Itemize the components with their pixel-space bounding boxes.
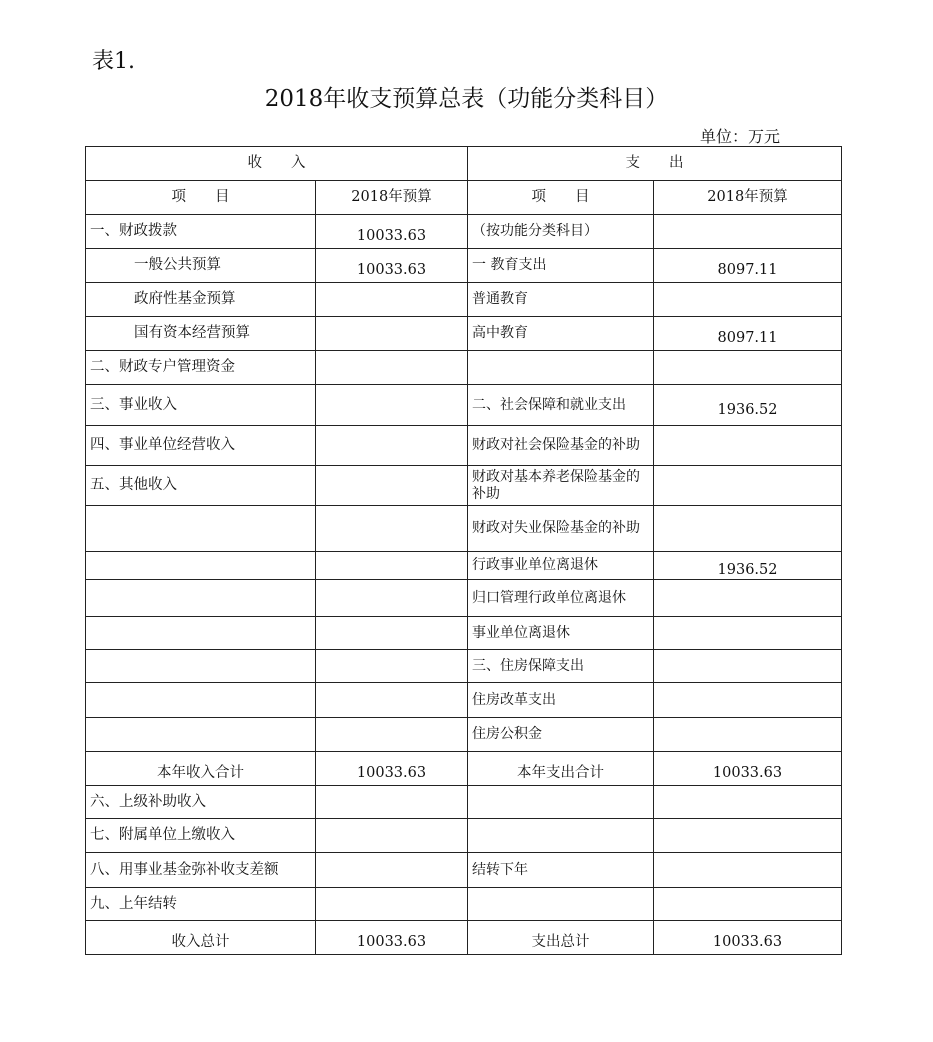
income-item-cell <box>86 317 316 351</box>
income-item-text: 七、附属单位上缴收入 <box>90 827 235 843</box>
expense-value-cell <box>654 426 842 466</box>
table-row <box>86 718 842 752</box>
income-value-text: 10033.63 <box>356 934 427 950</box>
table-row <box>86 249 842 283</box>
income-value-text: 10033.63 <box>356 228 427 244</box>
table-row <box>86 786 842 819</box>
income-item-cell <box>86 853 316 888</box>
expense-value-cell <box>654 506 842 552</box>
income-value-cell <box>316 617 468 650</box>
expense-item-column-header: 项 目 <box>468 181 654 215</box>
expense-item-cell <box>468 283 654 317</box>
income-value-cell <box>316 317 468 351</box>
table-row <box>86 317 842 351</box>
expense-item-cell <box>468 317 654 351</box>
income-item-cell <box>86 650 316 683</box>
expense-item-text: 三、住房保障支出 <box>472 657 584 674</box>
expense-item-cell <box>468 385 654 426</box>
expense-item-text: 普通教育 <box>472 291 528 307</box>
income-item-text: 六、上级补助收入 <box>90 793 206 810</box>
table-row <box>86 215 842 249</box>
income-item-text: 九、上年结转 <box>90 895 177 912</box>
income-value-cell <box>316 888 468 921</box>
income-item-cell <box>86 466 316 506</box>
table-row <box>86 552 842 580</box>
expense-value-cell <box>654 215 842 249</box>
income-item-cell <box>86 426 316 466</box>
column-header-row <box>86 181 842 215</box>
income-item-cell <box>86 888 316 921</box>
total-row <box>86 752 842 786</box>
expense-item-cell <box>468 718 654 752</box>
table-row <box>86 683 842 718</box>
income-item-text: 一、财政拨款 <box>90 223 177 239</box>
income-item-cell <box>86 819 316 853</box>
income-item-cell <box>86 283 316 317</box>
expense-value-cell <box>654 317 842 351</box>
expense-item-cell <box>468 580 654 617</box>
expense-item-text: 事业单位离退休 <box>472 624 570 641</box>
expense-item-cell <box>468 819 654 853</box>
expense-item-text: 住房改革支出 <box>472 691 556 708</box>
expense-item-cell <box>468 466 654 506</box>
table-row <box>86 351 842 385</box>
income-value-cell <box>316 683 468 718</box>
expense-value-text: 8097.11 <box>717 262 778 278</box>
income-value-cell <box>316 718 468 752</box>
income-item-cell <box>86 718 316 752</box>
income-value-cell <box>316 853 468 888</box>
income-item-text: 二、财政专户管理资金 <box>90 359 235 375</box>
total-row <box>86 921 842 955</box>
income-item-text: 一般公共预算 <box>134 257 221 273</box>
expense-item-text: 行政事业单位离退休 <box>472 557 598 573</box>
expense-item-cell <box>468 426 654 466</box>
expense-item-text: 财政对失业保险基金的补助 <box>472 520 640 536</box>
income-item-cell <box>86 580 316 617</box>
expense-item-text: 支出总计 <box>531 934 590 950</box>
income-value-cell <box>316 351 468 385</box>
income-value-cell <box>316 466 468 506</box>
table-row <box>86 426 842 466</box>
income-item-text: 政府性基金预算 <box>134 291 236 307</box>
expense-value-cell <box>654 351 842 385</box>
expense-item-text: 二、社会保障和就业支出 <box>472 396 626 413</box>
expense-value-text: 8097.11 <box>717 330 778 346</box>
expense-value-cell <box>654 466 842 506</box>
income-value-cell <box>316 552 468 580</box>
table-row <box>86 617 842 650</box>
income-item-text: 本年收入合计 <box>157 765 244 781</box>
expense-item-text: 归口管理行政单位离退休 <box>472 589 626 606</box>
income-budget-column-header: 2018年预算 <box>316 181 468 215</box>
expense-value-cell <box>654 888 842 921</box>
expense-value-cell <box>654 283 842 317</box>
table-row <box>86 819 842 853</box>
expense-value-cell <box>654 752 842 786</box>
income-value-cell <box>316 819 468 853</box>
table-number-label: 表1. <box>92 49 135 74</box>
income-value-cell <box>316 249 468 283</box>
expense-item-cell <box>468 921 654 955</box>
expense-value-cell <box>654 786 842 819</box>
expense-item-text: 住房公积金 <box>472 726 542 742</box>
expense-value-cell <box>654 819 842 853</box>
income-item-text: 国有资本经营预算 <box>134 325 250 341</box>
expense-item-text: （按功能分类科目） <box>472 223 598 239</box>
income-item-cell <box>86 385 316 426</box>
table-row <box>86 580 842 617</box>
expense-item-text: 一 教育支出 <box>472 257 547 273</box>
expense-item-cell <box>468 249 654 283</box>
expense-value-cell <box>654 580 842 617</box>
expense-item-cell <box>468 215 654 249</box>
income-value-cell <box>316 385 468 426</box>
income-value-cell <box>316 650 468 683</box>
expense-item-cell <box>468 506 654 552</box>
expense-value-text: 1936.52 <box>717 401 778 418</box>
expense-item-text: 财政对社会保险基金的补助 <box>472 437 640 453</box>
income-item-cell <box>86 215 316 249</box>
table-body <box>86 147 842 955</box>
expense-budget-column-header: 2018年预算 <box>654 181 842 215</box>
income-item-cell <box>86 752 316 786</box>
table-row <box>86 506 842 552</box>
income-value-text: 10033.63 <box>356 262 427 278</box>
income-item-cell <box>86 506 316 552</box>
expense-item-cell <box>468 888 654 921</box>
table-row <box>86 466 842 506</box>
income-value-cell <box>316 283 468 317</box>
income-value-cell <box>316 752 468 786</box>
income-item-cell <box>86 249 316 283</box>
income-item-cell <box>86 351 316 385</box>
expense-section-header: 支 出 <box>468 147 842 181</box>
expense-value-cell <box>654 552 842 580</box>
expense-item-cell <box>468 853 654 888</box>
table-row <box>86 888 842 921</box>
expense-item-cell <box>468 617 654 650</box>
table-row <box>86 385 842 426</box>
income-item-cell <box>86 552 316 580</box>
expense-item-text: 本年支出合计 <box>517 765 604 781</box>
expense-value-cell <box>654 617 842 650</box>
table-row <box>86 650 842 683</box>
income-item-cell <box>86 617 316 650</box>
table-row <box>86 283 842 317</box>
income-value-cell <box>316 426 468 466</box>
expense-value-cell <box>654 853 842 888</box>
expense-item-cell <box>468 752 654 786</box>
income-value-cell <box>316 921 468 955</box>
expense-value-cell <box>654 921 842 955</box>
expense-item-text: 高中教育 <box>472 325 528 341</box>
expense-item-text: 财政对基本养老保险基金的补助 <box>472 468 640 502</box>
income-value-cell <box>316 786 468 819</box>
expense-value-cell <box>654 385 842 426</box>
income-value-cell <box>316 580 468 617</box>
expense-value-cell <box>654 650 842 683</box>
expense-value-text: 1936.52 <box>717 562 778 578</box>
income-item-cell <box>86 921 316 955</box>
expense-item-text: 结转下年 <box>472 861 528 878</box>
income-value-text: 10033.63 <box>356 765 427 781</box>
income-item-column-header: 项 目 <box>86 181 316 215</box>
section-header-row <box>86 147 842 181</box>
income-value-cell <box>316 506 468 552</box>
income-item-text: 八、用事业基金弥补收支差额 <box>90 861 279 878</box>
page-title: 2018年收支预算总表（功能分类科目） <box>264 86 669 112</box>
expense-value-cell <box>654 249 842 283</box>
income-item-text: 四、事业单位经营收入 <box>90 437 235 453</box>
income-value-cell <box>316 215 468 249</box>
expense-item-cell <box>468 683 654 718</box>
expense-value-cell <box>654 718 842 752</box>
income-item-cell <box>86 683 316 718</box>
expense-item-cell <box>468 351 654 385</box>
expense-value-cell <box>654 683 842 718</box>
expense-item-cell <box>468 650 654 683</box>
income-section-header: 收 入 <box>86 147 468 181</box>
income-item-text: 收入总计 <box>171 934 230 950</box>
expense-value-text: 10033.63 <box>712 934 783 950</box>
expense-value-text: 10033.63 <box>712 765 783 781</box>
income-item-cell <box>86 786 316 819</box>
income-item-text: 三、事业收入 <box>90 396 177 413</box>
unit-label: 单位：万元 <box>700 127 781 146</box>
table-row <box>86 853 842 888</box>
budget-summary-table <box>85 146 842 955</box>
income-item-text: 五、其他收入 <box>90 477 177 493</box>
expense-item-cell <box>468 786 654 819</box>
expense-item-cell <box>468 552 654 580</box>
